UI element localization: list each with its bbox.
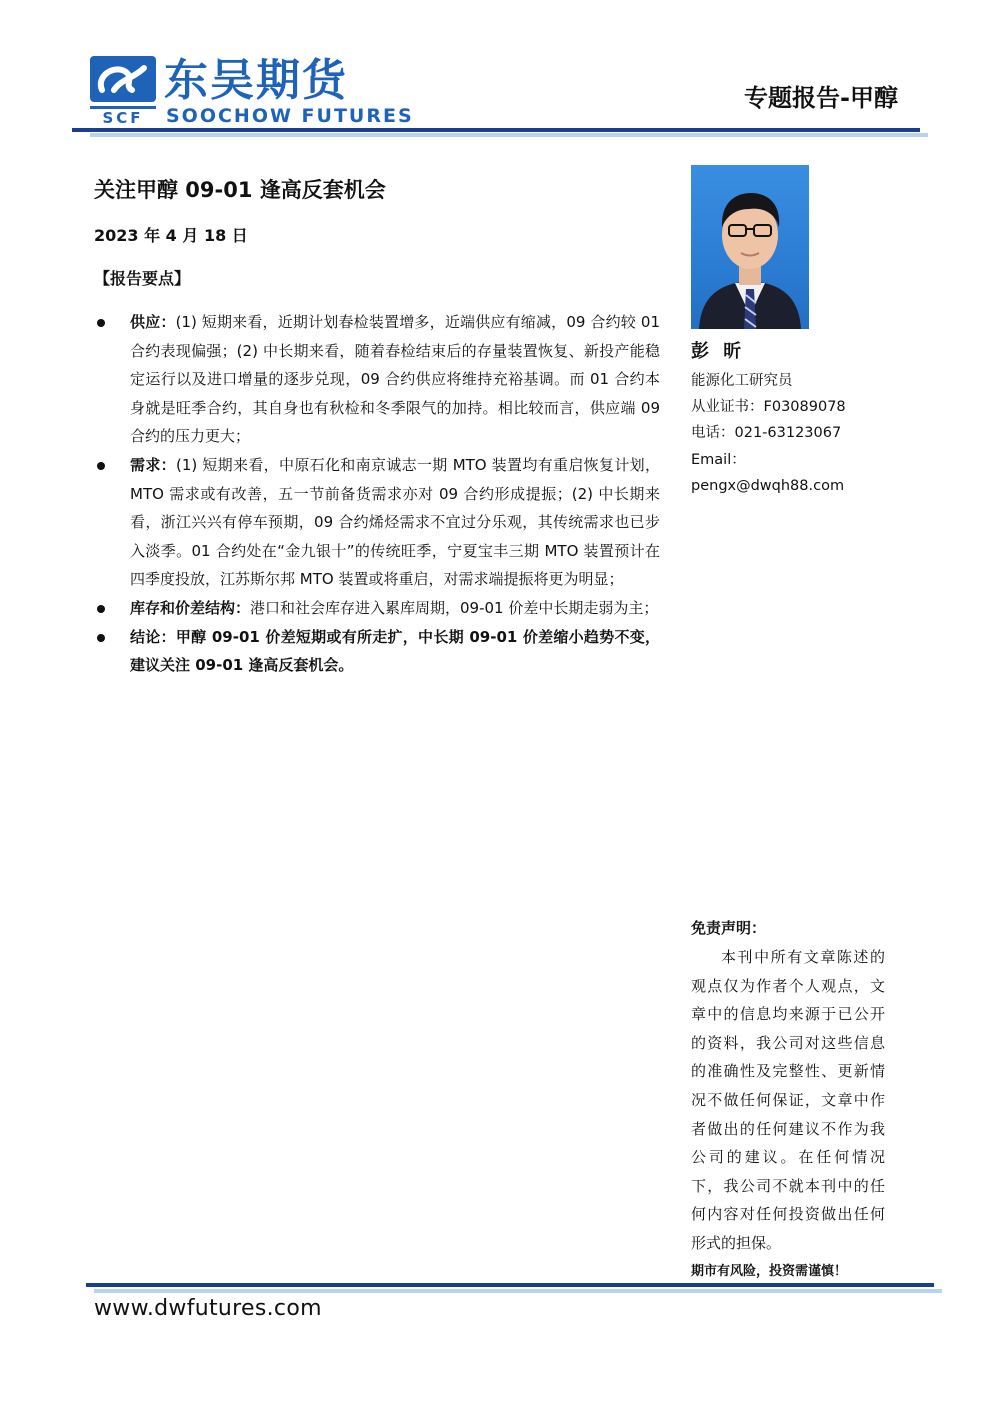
key-point-supply	[94, 308, 660, 451]
analyst-email: pengx@dwqh88.com	[691, 477, 845, 494]
key-point-body: (1) 短期来看，中原石化和南京诚志一期 MTO 装置均有重启恢复计划，MTO 需求或有改善，五一节前备货需求亦对 09 合约形成提振；(2) 中长期来看，浙江兴兴有停车预期，09 合约烯烃需求不宜过分乐观，其传统需求也已步入淡季。01 合约处在“金九银十”的传统旺季，宁夏宝丰三期 MTO 装置预计在四季度投放，江苏斯尔邦 MTO 装置或将重启，对需求端提振将更为明显；	[130, 455, 660, 589]
footer-divider-light	[94, 1289, 942, 1293]
analyst-photo	[691, 165, 809, 329]
analyst-license: 从业证书：F03089078	[691, 399, 846, 416]
analyst-phone: 电话：021-63123067	[691, 425, 842, 442]
logo-mark-text: SCF	[102, 109, 144, 126]
bullet-icon	[97, 319, 105, 327]
bullet-icon	[97, 605, 105, 613]
key-point-heading: 库存和价差结构：	[130, 598, 251, 617]
report-date: 2023 年 4 月 18 日	[94, 226, 248, 245]
analyst-portrait-icon	[691, 165, 809, 329]
key-point-conclusion	[94, 623, 660, 680]
analyst-name: 彭 昕	[691, 341, 746, 362]
bullet-icon	[97, 462, 105, 470]
key-point-demand	[94, 451, 660, 594]
bullet-icon	[97, 634, 105, 642]
footer-website: www.dwfutures.com	[94, 1296, 322, 1321]
key-point-body: 甲醇 09-01 价差短期或有所走扩，中长期 09-01 价差缩小趋势不变，建议关注 09-01 逢高反套机会。	[130, 627, 660, 675]
disclaimer-title: 免责声明：	[691, 919, 767, 937]
logo-english-name: SOOCHOW FUTURES	[166, 105, 414, 127]
company-logo	[90, 56, 420, 128]
report-type: 专题报告-甲醇	[744, 84, 898, 112]
key-points-list	[94, 308, 660, 680]
analyst-title: 能源化工研究员	[691, 373, 793, 389]
footer-divider-dark	[86, 1283, 934, 1287]
analyst-contact-info	[691, 368, 846, 499]
disclaimer-body: 本刊中所有文章陈述的观点仅为作者个人观点，文章中的信息均来源于已公开的资料，我公司对这些信息的准确性及完整性、更新情况不做任何保证，文章中作者做出的任何建议不作为我公司的建议。在任何情况下，我公司不就本刊中的任何内容对任何投资做出任何形式的担保。	[691, 948, 885, 1252]
scf-logo-icon	[90, 56, 156, 126]
key-point-heading: 需求：	[130, 455, 176, 474]
key-point-heading: 供应：	[130, 313, 176, 331]
key-point-inventory-spread	[94, 594, 660, 623]
key-point-body: 港口和社会库存进入累库周期，09-01 价差中长期走弱为主；	[250, 598, 659, 617]
key-point-body: (1) 短期来看，近期计划春检装置增多，近端供应有缩减，09 合约较 01 合约表现偏强；(2) 中长期来看，随着春检结束后的存量装置恢复、新投产能稳定运行以及进口增量的逐步兑现，09 合约供应将维持充裕基调。而 01 合约本身就是旺季合约，其自身也有秋检和冬季限气的加持。相比较而言，供应端 09 合约的压力更大；	[130, 313, 660, 446]
risk-warning: 期市有风险，投资需谨慎！	[691, 1264, 848, 1279]
logo-chinese-name: 东吴期货	[164, 55, 348, 106]
analyst-email-label: Email：	[691, 451, 746, 468]
header-divider-dark	[72, 128, 920, 132]
header-divider-light	[90, 133, 928, 137]
section-label-key-points: 【报告要点】	[94, 269, 191, 288]
key-point-heading: 结论：	[130, 627, 176, 646]
report-title: 关注甲醇 09-01 逢高反套机会	[94, 178, 386, 202]
